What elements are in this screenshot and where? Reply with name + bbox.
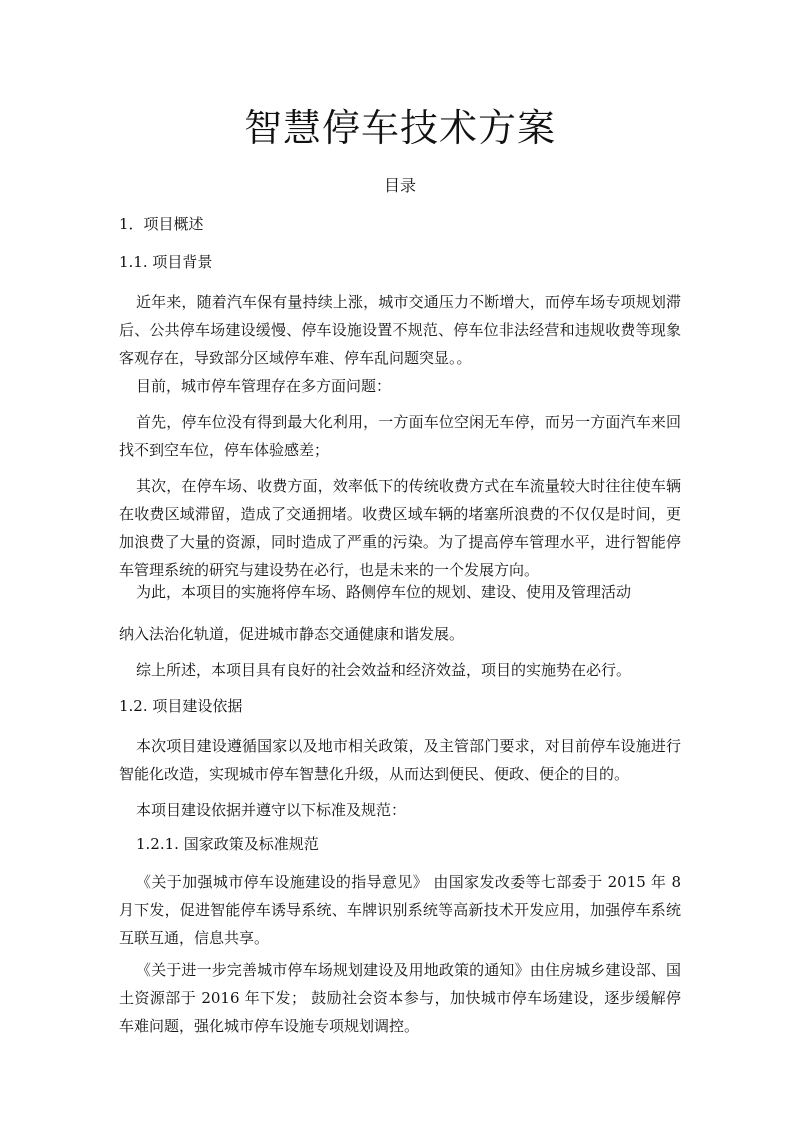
- section-heading-1-2-1: 1.2.1. 国家政策及标准规范: [136, 835, 319, 853]
- paragraph-current-issues: 目前，城市停车管理存在多方面问题：: [136, 377, 392, 395]
- toc-label: 目录: [383, 176, 416, 195]
- paragraph-basis: 本次项目建设遵循国家以及地市相关政策，及主管部门要求，对目前停车设施进行智能化改造，实现城市停车智慧化升级，从而达到便民、便政、便企的目的。: [119, 737, 681, 783]
- section-heading-1-2: 1.2. 项目建设依据: [119, 697, 243, 715]
- section-heading-1: 1．项目概述: [119, 215, 204, 233]
- paragraph-summary: 综上所述，本项目具有良好的社会效益和经济效益，项目的实施势在必行。: [136, 661, 632, 679]
- paragraph-standards-intro: 本项目建设依据并遵守以下标准及规范：: [136, 801, 407, 819]
- section-heading-1-1: 1.1. 项目背景: [119, 253, 213, 271]
- paragraph-policy-2016: 《关于进一步完善城市停车场规划建设及用地政策的通知》由住房城乡建设部、国土资源部于 2016 年下发； 鼓励社会资本参与，加快城市停车场建设，逐步缓解停车难问题，强化城市停车设施专项规划调控。: [119, 961, 681, 1035]
- paragraph-therefore: 为此，本项目的实施将停车场、路侧停车位的规划、建设、使用及管理活动: [136, 583, 632, 601]
- paragraph-legalization: 纳入法治化轨道，促进城市静态交通健康和谐发展。: [119, 625, 465, 643]
- paragraph-policy-2015: 《关于加强城市停车设施建设的指导意见》 由国家发改委等七部委于 2015 年 8 月下发，促进智能停车诱导系统、车牌识别系统等高新技术开发应用，加强停车系统互联互通，信息共享。: [119, 873, 681, 947]
- paragraph-first-issue: 首先，停车位没有得到最大化利用，一方面车位空闲无车停，而另一方面汽车来回找不到空车位，停车体验感差；: [119, 413, 681, 459]
- paragraph-background: 近年来，随着汽车保有量持续上涨，城市交通压力不断增大，而停车场专项规划滞后、公共停车场建设缓慢、停车设施设置不规范、停车位非法经营和违规收费等现象客观存在，导致部分区域停车难、停车乱问题突显。。: [119, 293, 681, 367]
- paragraph-second-issue: 其次，在停车场、收费方面，效率低下的传统收费方式在车流量较大时往往使车辆在收费区域滞留，造成了交通拥堵。收费区域车辆的堵塞所浪费的不仅仅是时间，更加浪费了大量的资源，同时造成了严重的污染。为了提高停车管理水平，进行智能停车管理系统的研究与建设势在必行，也是未来的一个发展方向。: [119, 477, 681, 579]
- document-title: 智慧停车技术方案: [243, 106, 556, 150]
